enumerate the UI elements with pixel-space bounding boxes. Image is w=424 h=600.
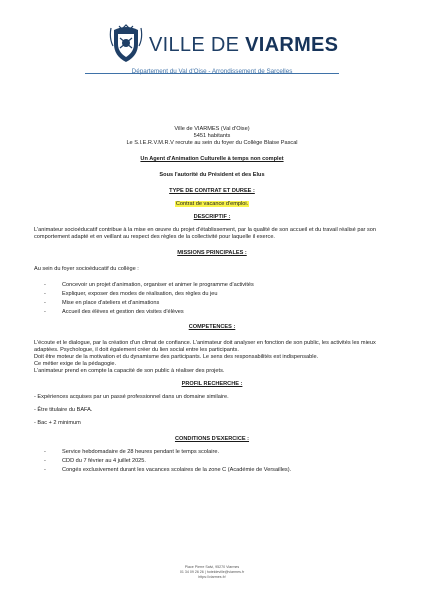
footer-contact: 01 34 09 26 26 | hoteldeville@viarmes.fr — [179, 570, 245, 574]
list-item: - Congés exclusivement durant les vacances scolaires de la zone C (Académie de Versailles). — [62, 467, 390, 474]
list-item: - Mise en place d'ateliers et d'animations — [62, 300, 390, 307]
list-item: - Concevoir un projet d'animation, organiser et animer le programme d'activités — [62, 282, 390, 289]
header-subline: Département du Val d'Oise - Arrondissement de Sarcelles — [131, 68, 293, 75]
list-item: - Service hebdomadaire de 28 heures pendant le temps scolaire. — [62, 449, 390, 456]
descriptif-text: L'animateur socioéducatif contribue à la mise en œuvre du projet d'établissement, par la qualité de son accueil et du travail réalisé par son comportement adapté et en veillant au respect des règles de la collectivité pour laquelle il exerce. — [34, 227, 376, 240]
profil-item: - Expériences acquises par un passé professionnel dans un domaine similaire. — [34, 394, 229, 400]
intro-line-1: Ville de VIARMES (Val d'Oise) — [174, 126, 250, 132]
job-offer-body — [34, 126, 390, 476]
missions-heading: MISSIONS PRINCIPALES : — [177, 250, 247, 256]
footer-address: Place Pierre Salvi, 95270 Viarmes — [184, 565, 240, 569]
conditions-heading: CONDITIONS D'EXERCICE : — [174, 436, 250, 442]
list-item: - Expliquer, exposer des modes de réalisation, des règles du jeu — [62, 291, 390, 298]
competences-heading: COMPETENCES : — [188, 324, 236, 330]
town-logo — [107, 24, 339, 64]
contract-value: Contrat de vacance d'emploi. — [175, 201, 249, 207]
competences-para-2: Doit être moteur de la motivation et du dynamisme des participants. Le sens des responsabilités est indispensable. — [34, 354, 319, 360]
missions-list — [34, 282, 390, 316]
wordmark-bold: VIARMES — [245, 34, 339, 56]
authority-line: Sous l'autorité du Président et des Elus — [159, 172, 265, 178]
profil-item: - Bac + 2 minimum — [34, 420, 81, 426]
intro-line-3: Le S.I.E.R.V.M.R.V recrute au sein du foyer du Collège Blaise Pascal — [126, 140, 298, 146]
descriptif-heading: DESCRIPTIF : — [193, 214, 231, 220]
contract-heading: TYPE DE CONTRAT ET DUREE : — [169, 188, 255, 194]
competences-para-1: L'écoute et le dialogue, par la création d'un climat de confiance. L'animateur doit analyser en fonction de son public, les activités les mieux adaptées. Psychologue, il doit également créer du lien social entre les participants. — [34, 340, 376, 353]
list-item: - CDD du 7 février au 4 juillet 2025. — [62, 458, 390, 465]
missions-intro: Au sein du foyer socioéducatif du collège : — [34, 266, 139, 272]
profil-heading: PROFIL RECHERCHE : — [181, 381, 243, 387]
town-wordmark — [149, 34, 338, 57]
job-title: Un Agent d'Animation Culturelle à temps non complet — [140, 156, 284, 162]
page-footer — [0, 565, 424, 580]
wordmark-light: VILLE DE — [149, 34, 246, 56]
conditions-list — [34, 449, 390, 474]
competences-para-4: L'animateur prend en compte la capacité de son public à réaliser des projets. — [34, 368, 225, 374]
footer-website-link[interactable]: https://viarmes.fr/ — [198, 575, 226, 579]
profil-item: - Être titulaire du BAFA. — [34, 407, 93, 413]
intro-line-2: 5451 habitants — [193, 133, 231, 139]
competences-para-3: Ce métier exige de la pédagogie. — [34, 361, 117, 367]
list-item: - Accueil des élèves et gestion des visites d'élèves — [62, 309, 390, 316]
coat-of-arms-icon — [107, 24, 145, 64]
